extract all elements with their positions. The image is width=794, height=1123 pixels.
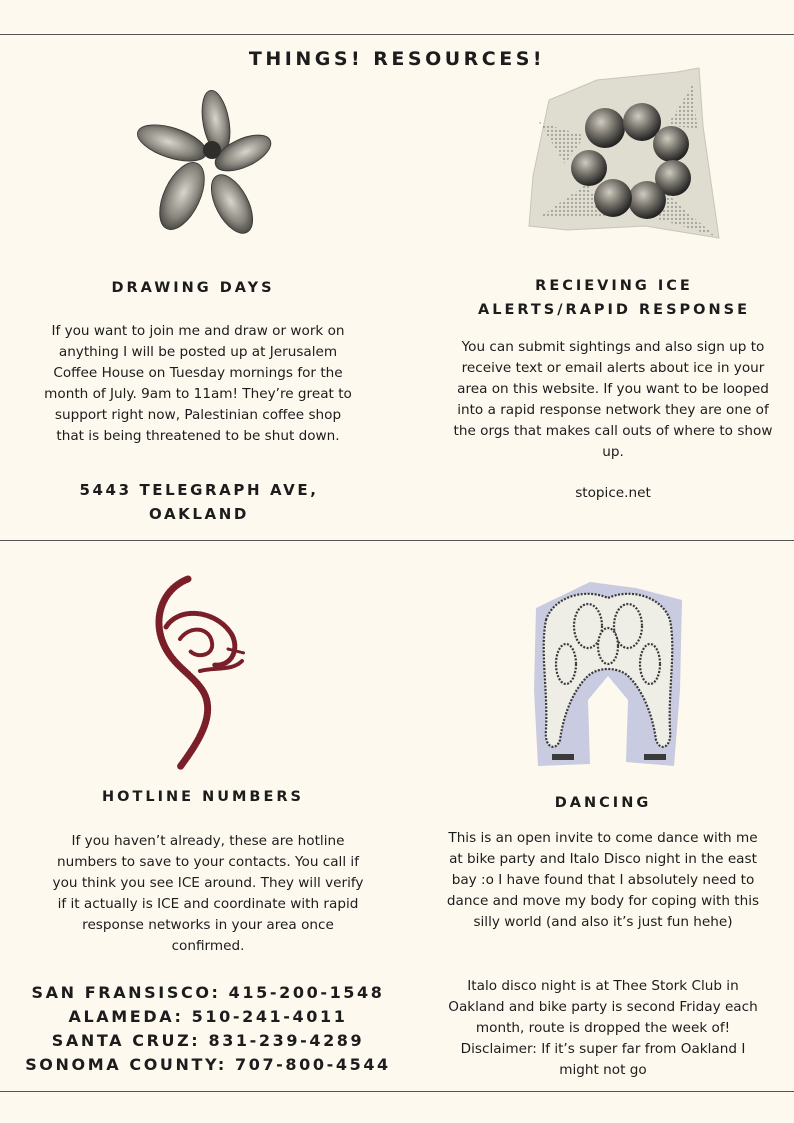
- drawing-days-heading: DRAWING DAYS: [111, 280, 275, 296]
- red-figure-illustration: [140, 575, 250, 771]
- flower-illustration: [130, 88, 272, 238]
- stopice-link[interactable]: stopice.net: [575, 485, 651, 501]
- hotline-number-sf: SAN FRANSISCO: 415-200-1548: [31, 983, 385, 1002]
- dancing-body: This is an open invite to come dance with me at bike party and Italo Disco night in the east bay :o I have found that I absolutely need to dance and move my body for coping with this silly world (and also it’s just fun hehe): [446, 830, 760, 930]
- arch-figure-illustration: [530, 580, 684, 770]
- ice-alerts-body: You can submit sightings and also sign up to receive text or email alerts about ice in your area on this website. If you want to be looped into a rapid response network they are one of the orgs that makes call outs of where to show up.: [453, 339, 773, 460]
- hotline-body: If you haven’t already, these are hotline numbers to save to your contacts. You call if you think you see ICE around. They will verify if it actually is ICE and coordinate with rapid response networks in your area once confirmed.: [52, 833, 364, 954]
- hotline-number-santa-cruz: SANTA CRUZ: 831-239-4289: [51, 1031, 365, 1050]
- dancing-heading: DANCING: [554, 795, 652, 811]
- drawing-days-body: If you want to join me and draw or work on anything I will be posted up at Jerusalem Coffee House on Tuesday mornings for the month of July. 9am to 11am! They’re great to support right now, Palestinian coffee shop that is being threatened to be shut down.: [44, 323, 352, 444]
- bottom-divider: [0, 1091, 794, 1092]
- hotline-number-sonoma: SONOMA COUNTY: 707-800-4544: [25, 1055, 391, 1074]
- dancing-body-2: Italo disco night is at Thee Stork Club in Oakland and bike party is second Friday each month, route is dropped the week of! Disclaimer: If it’s super far from Oakland I might not go: [448, 978, 758, 1078]
- middle-divider: [0, 540, 794, 541]
- top-divider: [0, 34, 794, 35]
- page-title: THINGS! RESOURCES!: [248, 48, 546, 70]
- hotline-heading: HOTLINE NUMBERS: [102, 789, 304, 805]
- ice-alerts-heading: RECIEVING ICE ALERTS/RAPID RESPONSE: [478, 278, 750, 318]
- bead-ring-illustration: [527, 66, 723, 242]
- hotline-number-alameda: ALAMEDA: 510-241-4011: [68, 1007, 348, 1026]
- drawing-days-address: 5443 TELEGRAPH AVE, OAKLAND: [79, 481, 319, 523]
